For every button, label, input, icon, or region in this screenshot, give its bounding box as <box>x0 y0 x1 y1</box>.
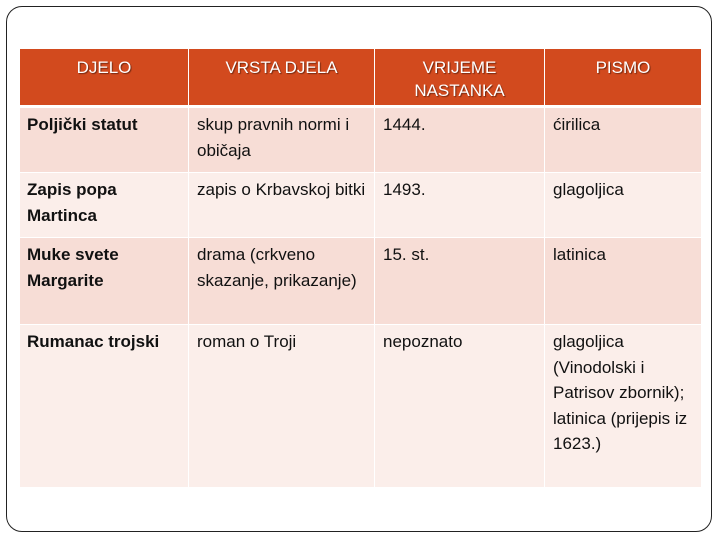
table-row <box>20 107 701 172</box>
cell-djelo: Poljički statut <box>20 107 188 172</box>
cell-vrijeme: nepoznato <box>374 324 544 487</box>
cell-vrsta: roman o Troji <box>188 324 374 487</box>
header-vrijeme-nastanka: VRIJEME NASTANKA <box>374 49 544 107</box>
cell-vrijeme: 15. st. <box>374 237 544 324</box>
cell-djelo: Rumanac trojski <box>20 324 188 487</box>
cell-vrijeme: 1493. <box>374 172 544 237</box>
table-row <box>20 237 701 324</box>
table-row <box>20 324 701 487</box>
literary-works-table <box>20 49 701 487</box>
header-djelo: DJELO <box>20 49 188 107</box>
cell-djelo: Muke svete Margarite <box>20 237 188 324</box>
cell-vrsta: skup pravnih normi i običaja <box>188 107 374 172</box>
cell-pismo: glagoljica (Vinodolski i Patrisov zbornik); latinica (prijepis iz 1623.) <box>544 324 701 487</box>
cell-djelo: Zapis popa Martinca <box>20 172 188 237</box>
cell-pismo: latinica <box>544 237 701 324</box>
cell-vrsta: zapis o Krbavskoj bitki <box>188 172 374 237</box>
header-pismo: PISMO <box>544 49 701 107</box>
header-vrsta-djela: VRSTA DJELA <box>188 49 374 107</box>
cell-pismo: ćirilica <box>544 107 701 172</box>
cell-vrijeme: 1444. <box>374 107 544 172</box>
header-row <box>20 49 701 107</box>
table-row <box>20 172 701 237</box>
cell-vrsta: drama (crkveno skazanje, prikazanje) <box>188 237 374 324</box>
cell-pismo: glagoljica <box>544 172 701 237</box>
